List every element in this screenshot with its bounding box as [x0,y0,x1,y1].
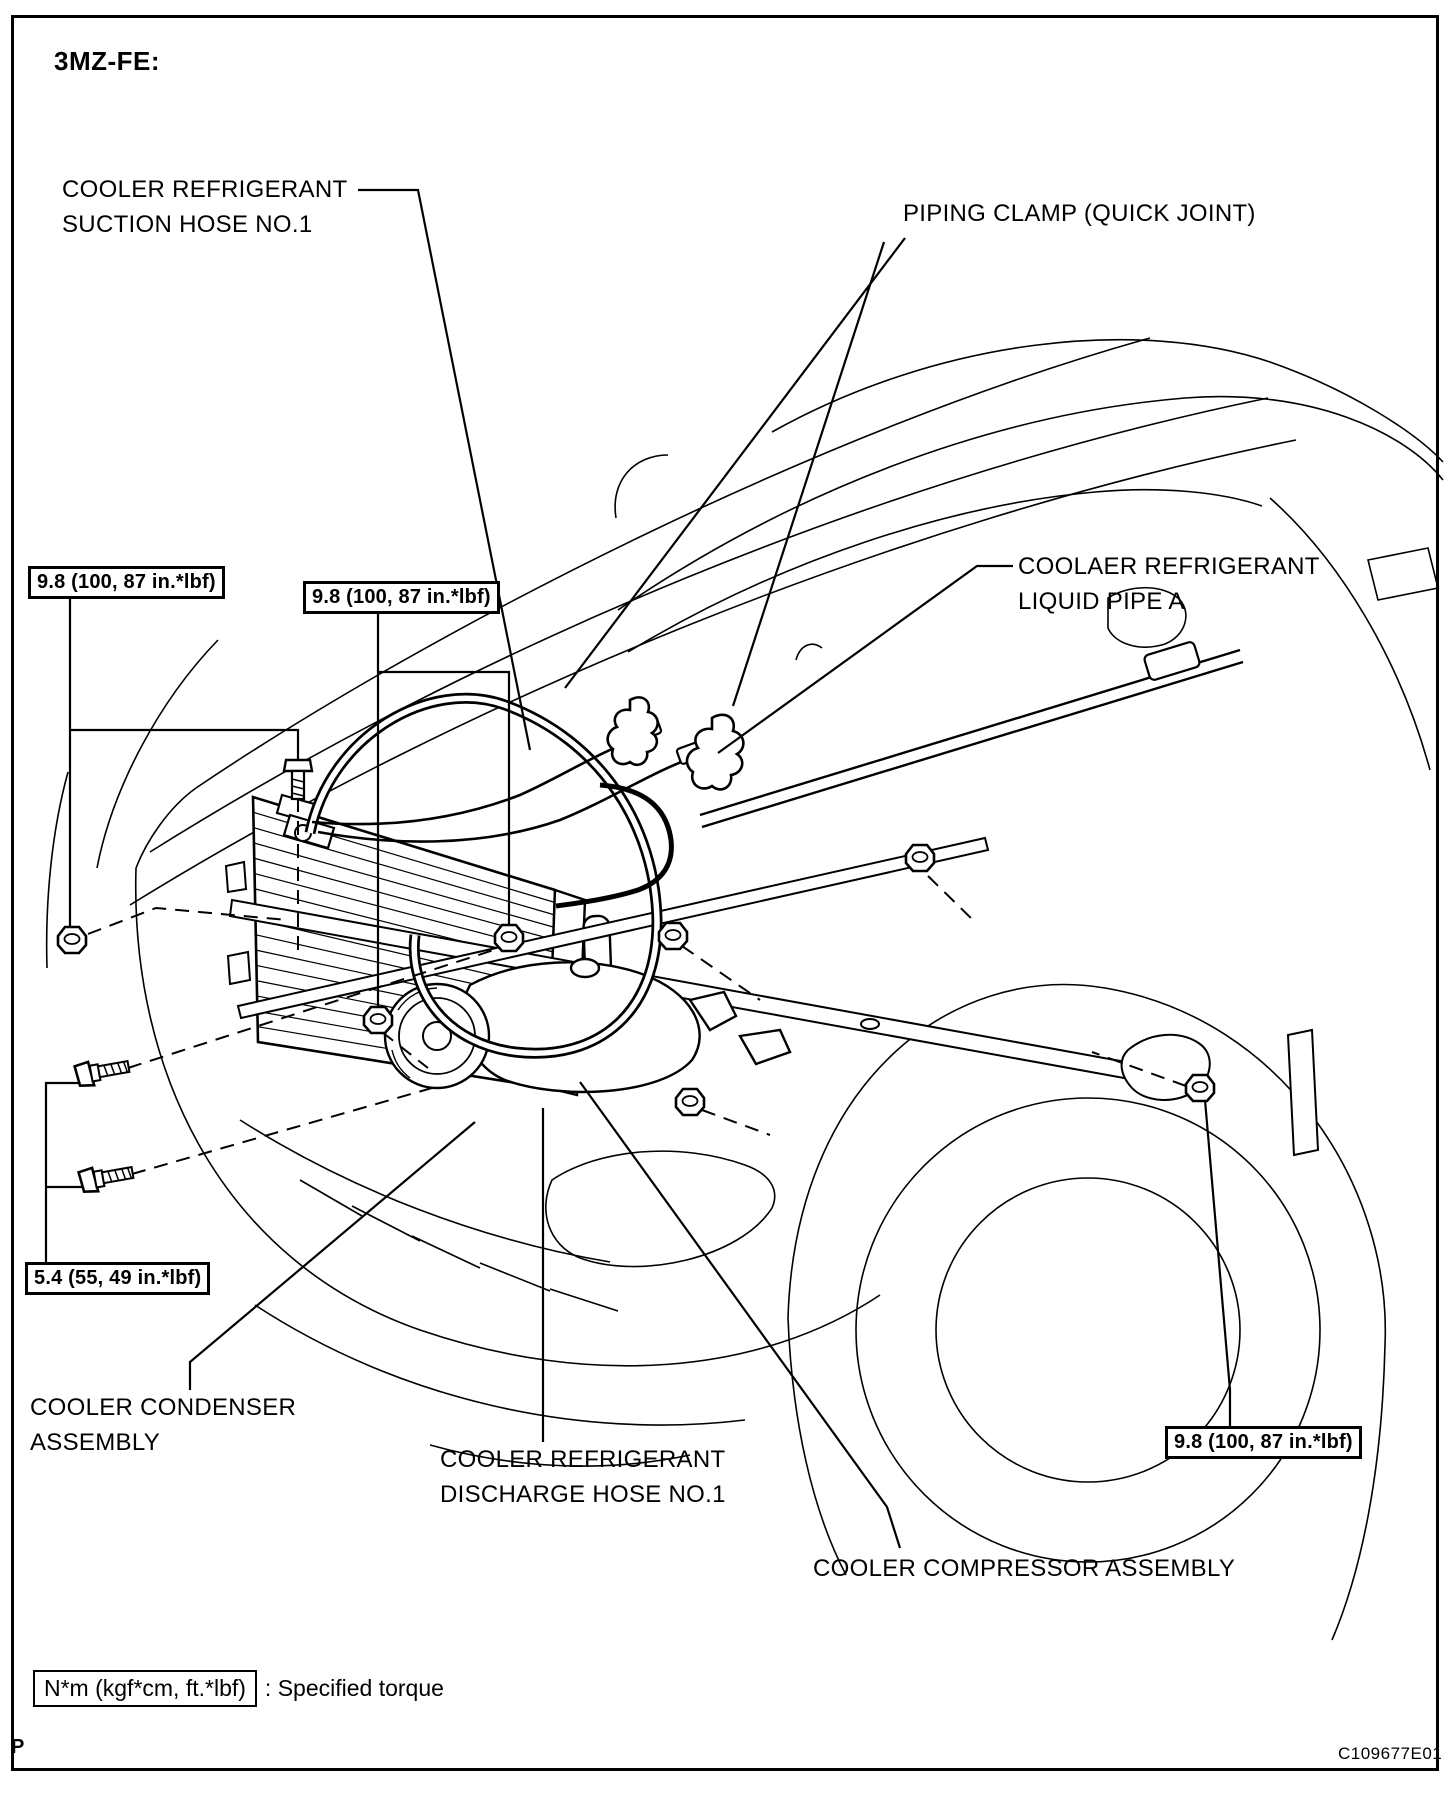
compressor-mount-ear [740,1030,790,1064]
engine-bay-pipe [702,662,1243,827]
compressor-port [571,959,599,977]
grille-slat [480,1263,550,1291]
leader-torque-top-left-branch [70,730,298,760]
nut-engine-bay [906,845,934,871]
headlight-outline [546,1151,775,1266]
leader-piping-clamp-2 [733,242,884,706]
condenser-left-bracket [228,952,250,984]
roof-line [772,340,1443,462]
bumper-lower-line [255,1305,745,1425]
windshield-arc [615,455,668,518]
nut-mount [676,1089,704,1115]
grille-slat [550,1289,618,1311]
left-fender-arc [97,640,218,868]
dash-nut-bay [928,876,975,922]
leader-suction-hose [358,190,530,750]
cowl-vent-arc [796,644,822,660]
nut-right-bracket [1186,1075,1214,1101]
torque-box-top-left: 9.8 (100, 87 in.*lbf) [28,566,225,599]
engine-code: 3MZ-FE: [54,46,161,76]
nut-left [58,927,86,953]
leader-lines [46,190,1230,1548]
torque-legend-text: : Specified torque [264,1675,444,1701]
bolt-bracket-lower [78,1161,134,1194]
figure-code: C109677E01 [1338,1744,1443,1763]
torque-unit-box: N*m (kgf*cm, ft.*lbf) [33,1670,257,1707]
leader-torque-54 [46,1083,80,1262]
piping-clamp-1 [608,697,658,764]
liquid-pipe [312,736,648,824]
torque-box-54: 5.4 (55, 49 in.*lbf) [25,1262,210,1295]
label-compressor: COOLER COMPRESSOR ASSEMBLY [813,1555,1236,1582]
label-suction-hose: COOLER REFRIGERANT SUCTION HOSE NO.1 [62,176,348,238]
wheel-outer [856,1098,1320,1562]
piping-clamps [608,697,744,789]
label-condenser: COOLER CONDENSER ASSEMBLY [30,1394,297,1456]
dash-nut-mount [702,1110,770,1135]
grille-slat [412,1236,480,1268]
condenser-left-bracket [226,862,246,892]
leader-piping-clamp-1 [565,238,905,688]
label-liquid-pipe: COOLAER REFRIGERANT LIQUID PIPE A [1018,553,1320,615]
side-bracket-strip [1288,1030,1318,1155]
bolt-bracket-upper [74,1055,130,1088]
grille-slat [300,1180,362,1216]
bolt-condenser-top [284,760,312,799]
torque-box-bottom-right: 9.8 (100, 87 in.*lbf) [1165,1426,1362,1459]
door-line [1270,498,1430,770]
nut-center-left [364,1007,392,1033]
torque-box-top-mid: 9.8 (100, 87 in.*lbf) [303,581,500,614]
nut-compressor [659,923,687,949]
torque-legend [33,1670,444,1707]
nut-center [495,925,523,951]
rocker-line [788,1318,846,1575]
body-bottom-right [1332,1345,1385,1640]
piping-clamp-2 [687,715,743,790]
grille-upper-curve [240,1120,610,1262]
door-corner [1368,548,1438,600]
label-piping-clamp: PIPING CLAMP (QUICK JOINT) [903,200,1256,227]
label-discharge-hose: COOLER REFRIGERANT DISCHARGE HOSE NO.1 [440,1446,726,1508]
leader-liquid-pipe [718,566,1013,753]
page-letter: P [11,1736,25,1758]
leader-torque-bottom-right [1205,1100,1230,1426]
hood-edge [136,338,1150,868]
grille-slat [352,1206,420,1241]
